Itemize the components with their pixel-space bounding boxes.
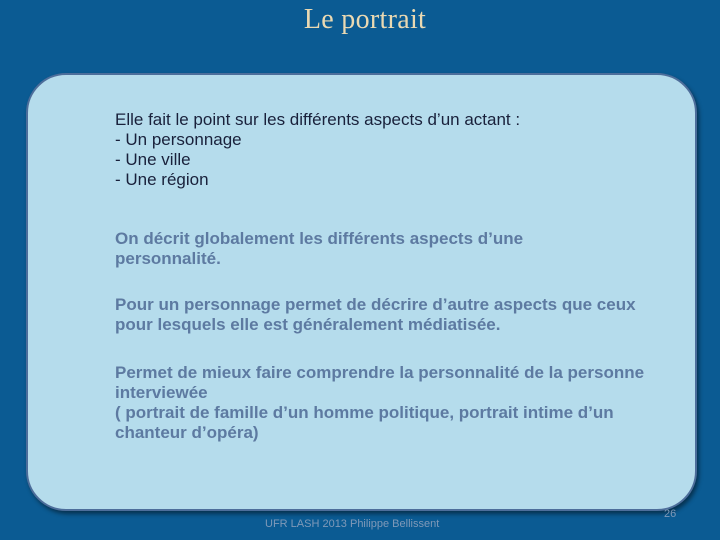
intro-block [115, 110, 675, 190]
list-item: - Une ville [115, 150, 191, 169]
list-item: - Une région [115, 170, 209, 189]
paragraph-interview-line2: ( portrait de famille d’un homme politique, portrait intime d’un chanteur d’opéra) [115, 403, 614, 442]
paragraph-interview [115, 363, 655, 443]
footer-credit: UFR LASH 2013 Philippe Bellissent [265, 518, 440, 530]
paragraph-interview-line1: Permet de mieux faire comprendre la personnalité de la personne interviewée [115, 363, 645, 402]
intro-text: Elle fait le point sur les différents aspects d’un actant : [115, 110, 521, 129]
slide-title: Le portrait [303, 4, 427, 35]
list-item: - Un personnage [115, 130, 242, 149]
paragraph-personnalite: On décrit globalement les différents aspects d’une personnalité. [115, 229, 524, 268]
paragraph-personnage: Pour un personnage permet de décrire d’autre aspects que ceux pour lesquels elle est généralement médiatisée. [115, 295, 636, 334]
page-number: 26 [664, 508, 677, 520]
